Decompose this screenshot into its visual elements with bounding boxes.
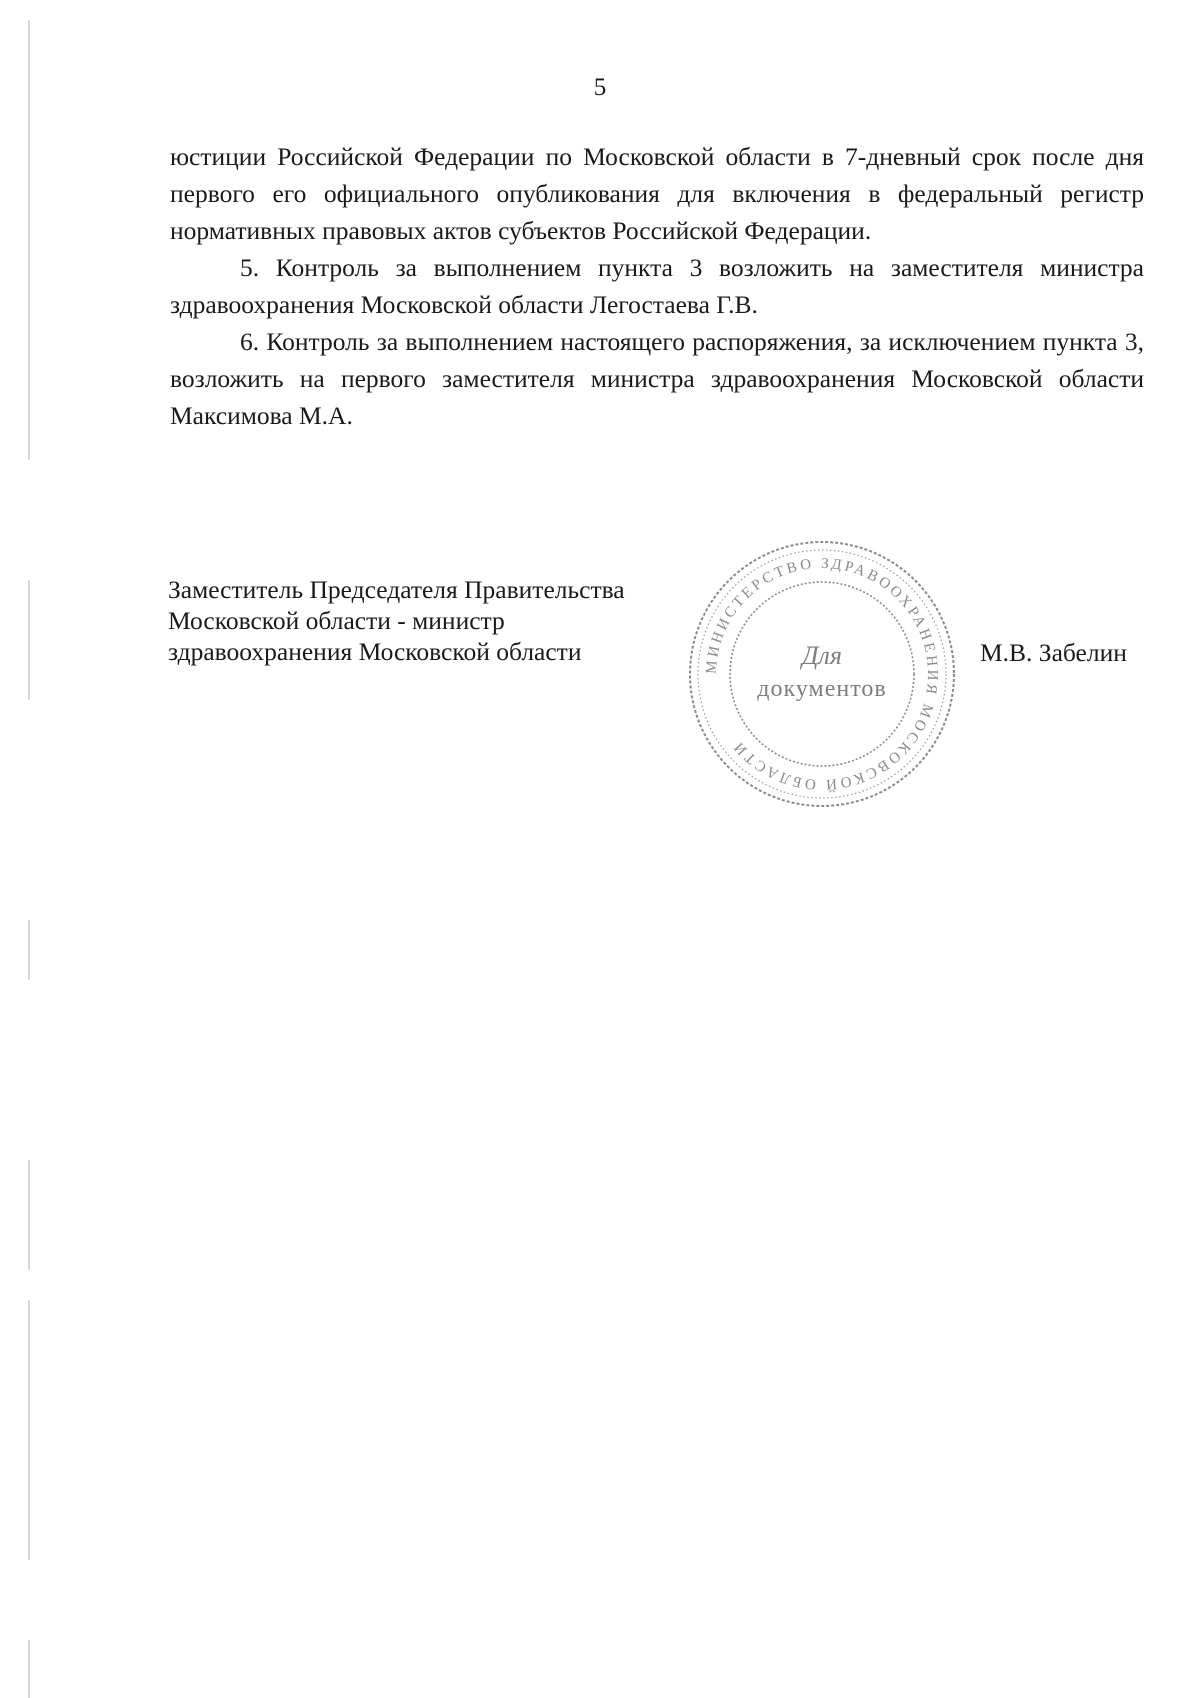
paragraph-item-6: 6. Контроль за выполнением настоящего распоряжения, за исключением пункта 3, возложить на первого заместителя министра здравоохранения Московской области Максимова М.А. <box>170 327 1144 430</box>
body-text <box>170 138 1144 434</box>
stamp-ring-text: МИНИСТЕРСТВО ЗДРАВООХРАНЕНИЯ МОСКОВСКОЙ ОБЛАСТИ <box>703 555 941 793</box>
signatory-name: М.В. Забелин <box>980 638 1127 667</box>
page-number: 5 <box>593 74 607 101</box>
stamp-center-line-1: Для <box>802 641 842 670</box>
signatory-title-line: Заместитель Председателя Правительства <box>168 575 625 604</box>
scan-artifact <box>28 1160 30 1270</box>
official-stamp <box>684 536 960 812</box>
stamp-center-line-2: документов <box>757 676 887 702</box>
stamp-outer-ring-inner <box>698 550 946 798</box>
signatory-title <box>168 574 625 667</box>
scan-artifact <box>28 1640 30 1698</box>
paragraph-item-5: 5. Контроль за выполнением пункта 3 возложить на заместителя министра здравоохранения Московской области Легостаева Г.В. <box>170 253 1144 319</box>
scan-artifact <box>28 580 30 700</box>
stamp-inner-ring <box>730 582 914 766</box>
scan-artifact <box>28 920 30 980</box>
scan-artifact <box>28 1300 30 1560</box>
signatory-title-line: здравоохранения Московской области <box>168 637 582 666</box>
signatory-title-line: Московской области - министр <box>168 606 505 635</box>
paragraph-continuation: юстиции Российской Федерации по Московской области в 7-дневный срок после дня первого его официального опубликования для включения в федеральный регистр нормативных правовых актов субъектов Российской Федерации. <box>170 142 1144 245</box>
